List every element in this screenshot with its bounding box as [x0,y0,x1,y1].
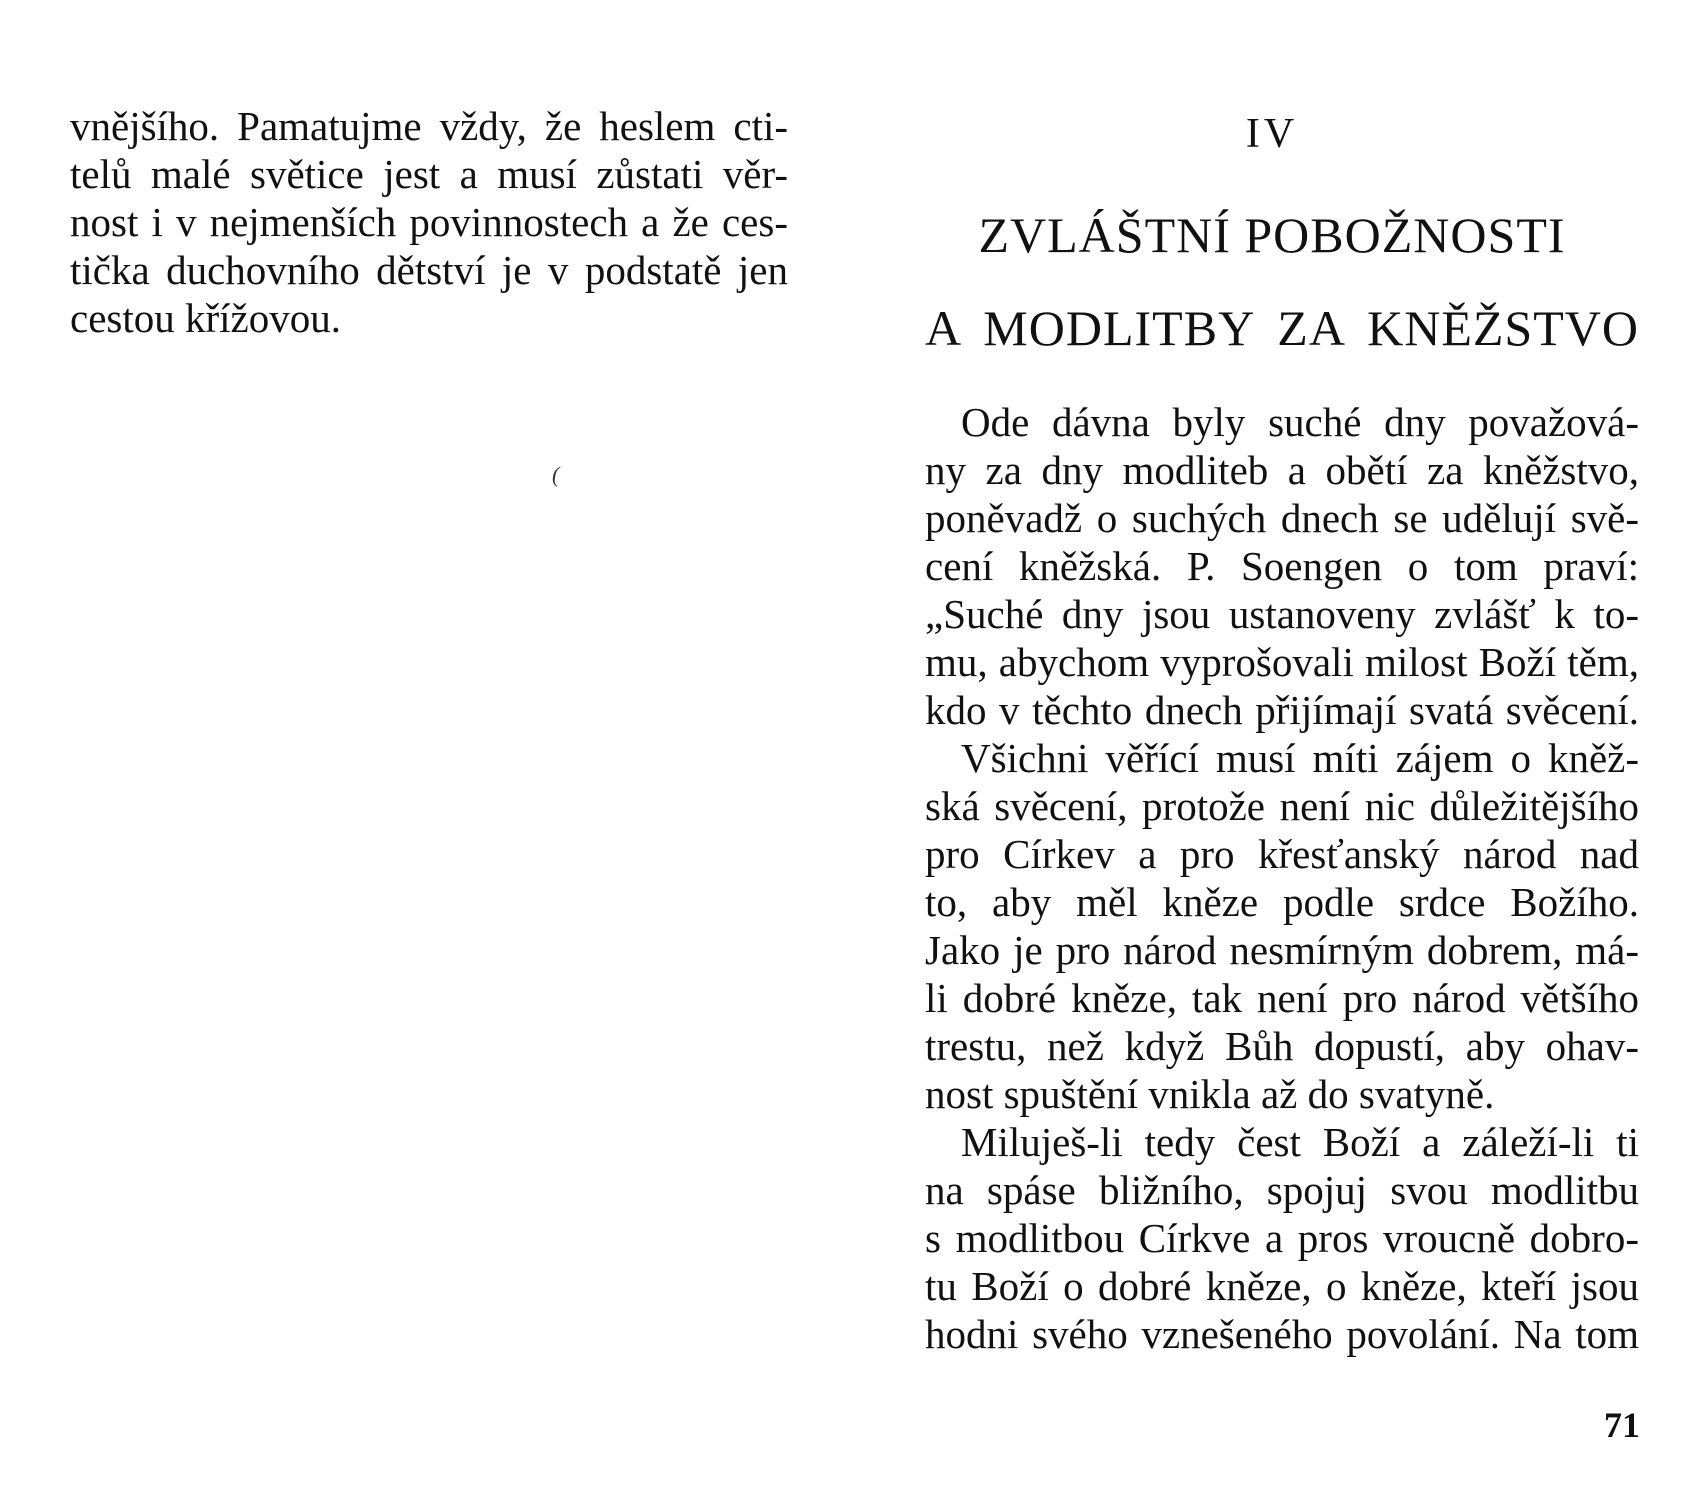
text-line: Miluješ-li tedy čest Boží a záleží-li ti [961,1119,1639,1165]
text-line: nost i v nejmenších povinnostech a že ces- [70,199,788,245]
text-line: mu, abychom vyprošovali milost Boží těm, [925,639,1639,685]
chapter-heading-line-2: A MODLITBY ZA KNĚŽSTVO [925,300,1639,356]
text-line: trestu, než když Bůh dopustí, aby ohav- [925,1023,1639,1069]
right-page [848,0,1696,1500]
text-line: cestou křížovou. [70,295,341,341]
text-line: to, aby měl kněze podle srdce Božího. [925,879,1639,925]
text-line: poněvadž o suchých dnech se udělují svě- [925,495,1639,541]
text-line: „Suché dny jsou ustanoveny zvlášť k to- [925,591,1639,637]
text-line: Jako je pro národ nesmírným dobrem, má- [925,927,1639,973]
chapter-heading-line-1: ZVLÁŠTNÍ POBOŽNOSTI [978,207,1566,263]
text-line: ny za dny modliteb a obětí za kněžstvo, [925,447,1639,493]
text-line: tu Boží o dobré kněze, o kněze, kteří jsou [925,1263,1639,1309]
stray-mark: ( [552,462,560,487]
text-line: Ode dávna byly suché dny považová- [961,399,1639,445]
chapter-number: IV [1245,111,1299,157]
text-line: s modlitbou Církve a pros vroucně dobro- [925,1215,1639,1261]
text-line: li dobré kněze, tak není pro národ většího [925,975,1639,1021]
text-line: ská svěcení, protože není nic důležitějšího [925,783,1639,829]
text-line: cení kněžská. P. Soengen o tom praví: [925,543,1639,589]
text-line: na spáse bližního, spojuj svou modlitbu [925,1167,1639,1213]
text-line: vnějšího. Pamatujme vždy, že heslem cti- [70,103,788,149]
text-line: pro Církev a pro křesťanský národ nad [925,831,1639,877]
text-line: hodni svého vznešeného povolání. Na tom [925,1311,1639,1357]
text-line: kdo v těchto dnech přijímají svatá svěcení. [925,687,1639,733]
text-line: Všichni věřící musí míti zájem o kněž- [961,735,1639,781]
text-line: telů malé světice jest a musí zůstati věr- [70,151,788,197]
page-number: 71 [1604,1405,1640,1445]
text-line: nost spuštění vnikla až do svatyně. [925,1071,1495,1117]
text-line: tička duchovního dětství je v podstatě jen [70,247,788,293]
